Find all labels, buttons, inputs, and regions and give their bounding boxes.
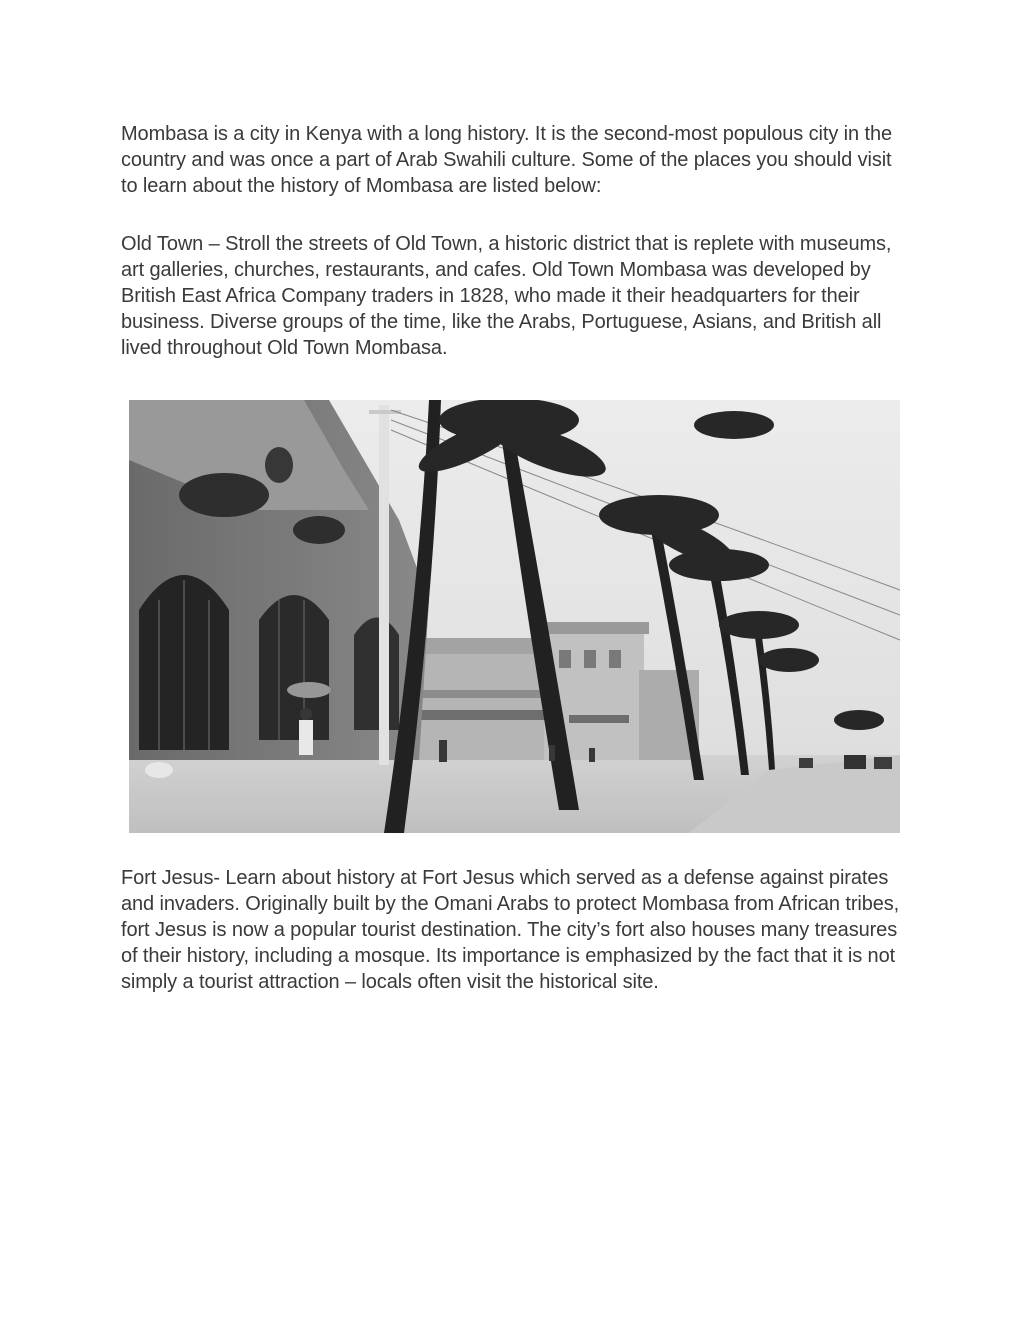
old-town-paragraph: Old Town – Stroll the streets of Old Town, a historic district that is replete with museums, art galleries, churches, restaurants, and cafes. Old Town Mombasa was developed by British East Africa Company traders in 1828, who made it their headquarters for their business. Diverse groups of the time, like the Arabs, Portuguese, Asians, and British all lived throughout Old Town Mombasa. [121, 233, 892, 359]
intro-paragraph: Mombasa is a city in Kenya with a long history. It is the second-most populous city in the country and was once a part of Arab Swahili culture. Some of the places you should visit to learn about the history of Mombasa are listed below: [121, 123, 893, 197]
historic-street-photo [129, 400, 900, 833]
fort-jesus-paragraph: Fort Jesus- Learn about history at Fort Jesus which served as a defense against pirates and invaders. Originally built by the Omani Arabs to protect Mombasa from African tribes, fort Jesus is now a popular tourist destination. The city’s fort also houses many treasures of their history, including a mosque. Its importance is emphasized by the fact that it is not simply a tourist attraction – locals often visit the historical site. [121, 867, 900, 993]
